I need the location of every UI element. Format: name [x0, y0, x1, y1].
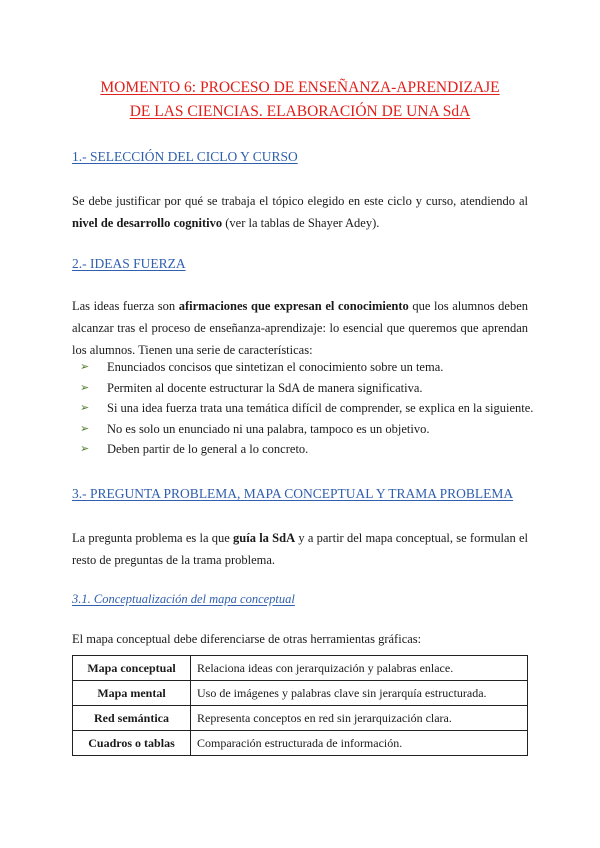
table-row [73, 731, 528, 756]
section-2-text-a: Las ideas fuerza son [72, 299, 176, 313]
section-2-heading: 2.- IDEAS FUERZA [72, 256, 186, 271]
section-1-paragraph [72, 190, 528, 234]
section-3-paragraph [72, 527, 528, 571]
table-intro: El mapa conceptual debe diferenciarse de otras herramientas gráficas: [72, 632, 422, 646]
arrow-bullet-icon: ➢ [80, 360, 90, 373]
table-value-cell: Representa conceptos en red sin jerarquización clara. [191, 706, 528, 731]
section-2-text-b: que los alumnos deben alcanzar tras el proceso de enseñanza-aprendizaje: lo esencial que queremos que aprendan los alumnos. Tienen una serie de características: [72, 299, 528, 357]
list-item: ➢ Permiten al docente estructurar la SdA de manera significativa. [80, 378, 533, 399]
section-2-paragraph [72, 295, 528, 361]
table-key-cell: Cuadros o tablas [73, 731, 191, 756]
section-1-heading: 1.- SELECCIÓN DEL CICLO Y CURSO [72, 149, 298, 164]
table-key-cell: Red semántica [73, 706, 191, 731]
section-3-text-a: La pregunta problema es la que [72, 531, 230, 545]
table-value-cell: Comparación estructurada de información. [191, 731, 528, 756]
list-item: ➢ Enunciados concisos que sintetizan el conocimiento sobre un tema. [80, 357, 533, 378]
list-item: ➢ No es solo un enunciado ni una palabra, tampoco es un objetivo. [80, 419, 533, 440]
table-row [73, 656, 528, 681]
table-value-cell: Relaciona ideas con jerarquización y palabras enlace. [191, 656, 528, 681]
ideas-fuerza-list [80, 357, 533, 460]
title-line-1: MOMENTO 6: PROCESO DE ENSEÑANZA-APRENDIZAJE [100, 79, 500, 96]
section-3-text-bold: guía la SdA [233, 531, 296, 545]
section-3-text-b: y a partir del mapa conceptual, se formulan el resto de preguntas de la trama problema. [72, 531, 528, 567]
list-item: ➢ Deben partir de lo general a lo concreto. [80, 439, 533, 460]
table-key-cell: Mapa conceptual [73, 656, 191, 681]
section-1-text-a: Se debe justificar por qué se trabaja el tópico elegido en este ciclo y curso, atendiendo al [72, 194, 528, 208]
arrow-bullet-icon: ➢ [80, 401, 90, 414]
section-2-text-bold: afirmaciones que expresan el conocimiento [178, 299, 409, 313]
arrow-bullet-icon: ➢ [80, 421, 90, 435]
document-title [40, 76, 560, 124]
list-item: ➢ Si una idea fuerza trata una temática difícil de comprender, se explica en la siguiente. [80, 398, 533, 419]
table-value-cell: Uso de imágenes y palabras clave sin jerarquía estructurada. [191, 681, 528, 706]
graphic-tools-table [72, 655, 528, 756]
table-row [73, 681, 528, 706]
table-key-cell: Mapa mental [73, 681, 191, 706]
arrow-bullet-icon: ➢ [80, 380, 90, 394]
section-3-1-subheading: 3.1. Conceptualización del mapa conceptual [72, 592, 295, 606]
arrow-bullet-icon: ➢ [80, 442, 90, 455]
section-1-text-b: (ver la tablas de Shayer Adey). [225, 216, 380, 230]
section-1-text-bold: nivel de desarrollo cognitivo [72, 216, 223, 230]
table-row [73, 706, 528, 731]
title-line-2: DE LAS CIENCIAS. ELABORACIÓN DE UNA SdA [129, 103, 471, 120]
section-3-heading: 3.- PREGUNTA PROBLEMA, MAPA CONCEPTUAL Y TRAMA PROBLEMA [72, 486, 514, 501]
